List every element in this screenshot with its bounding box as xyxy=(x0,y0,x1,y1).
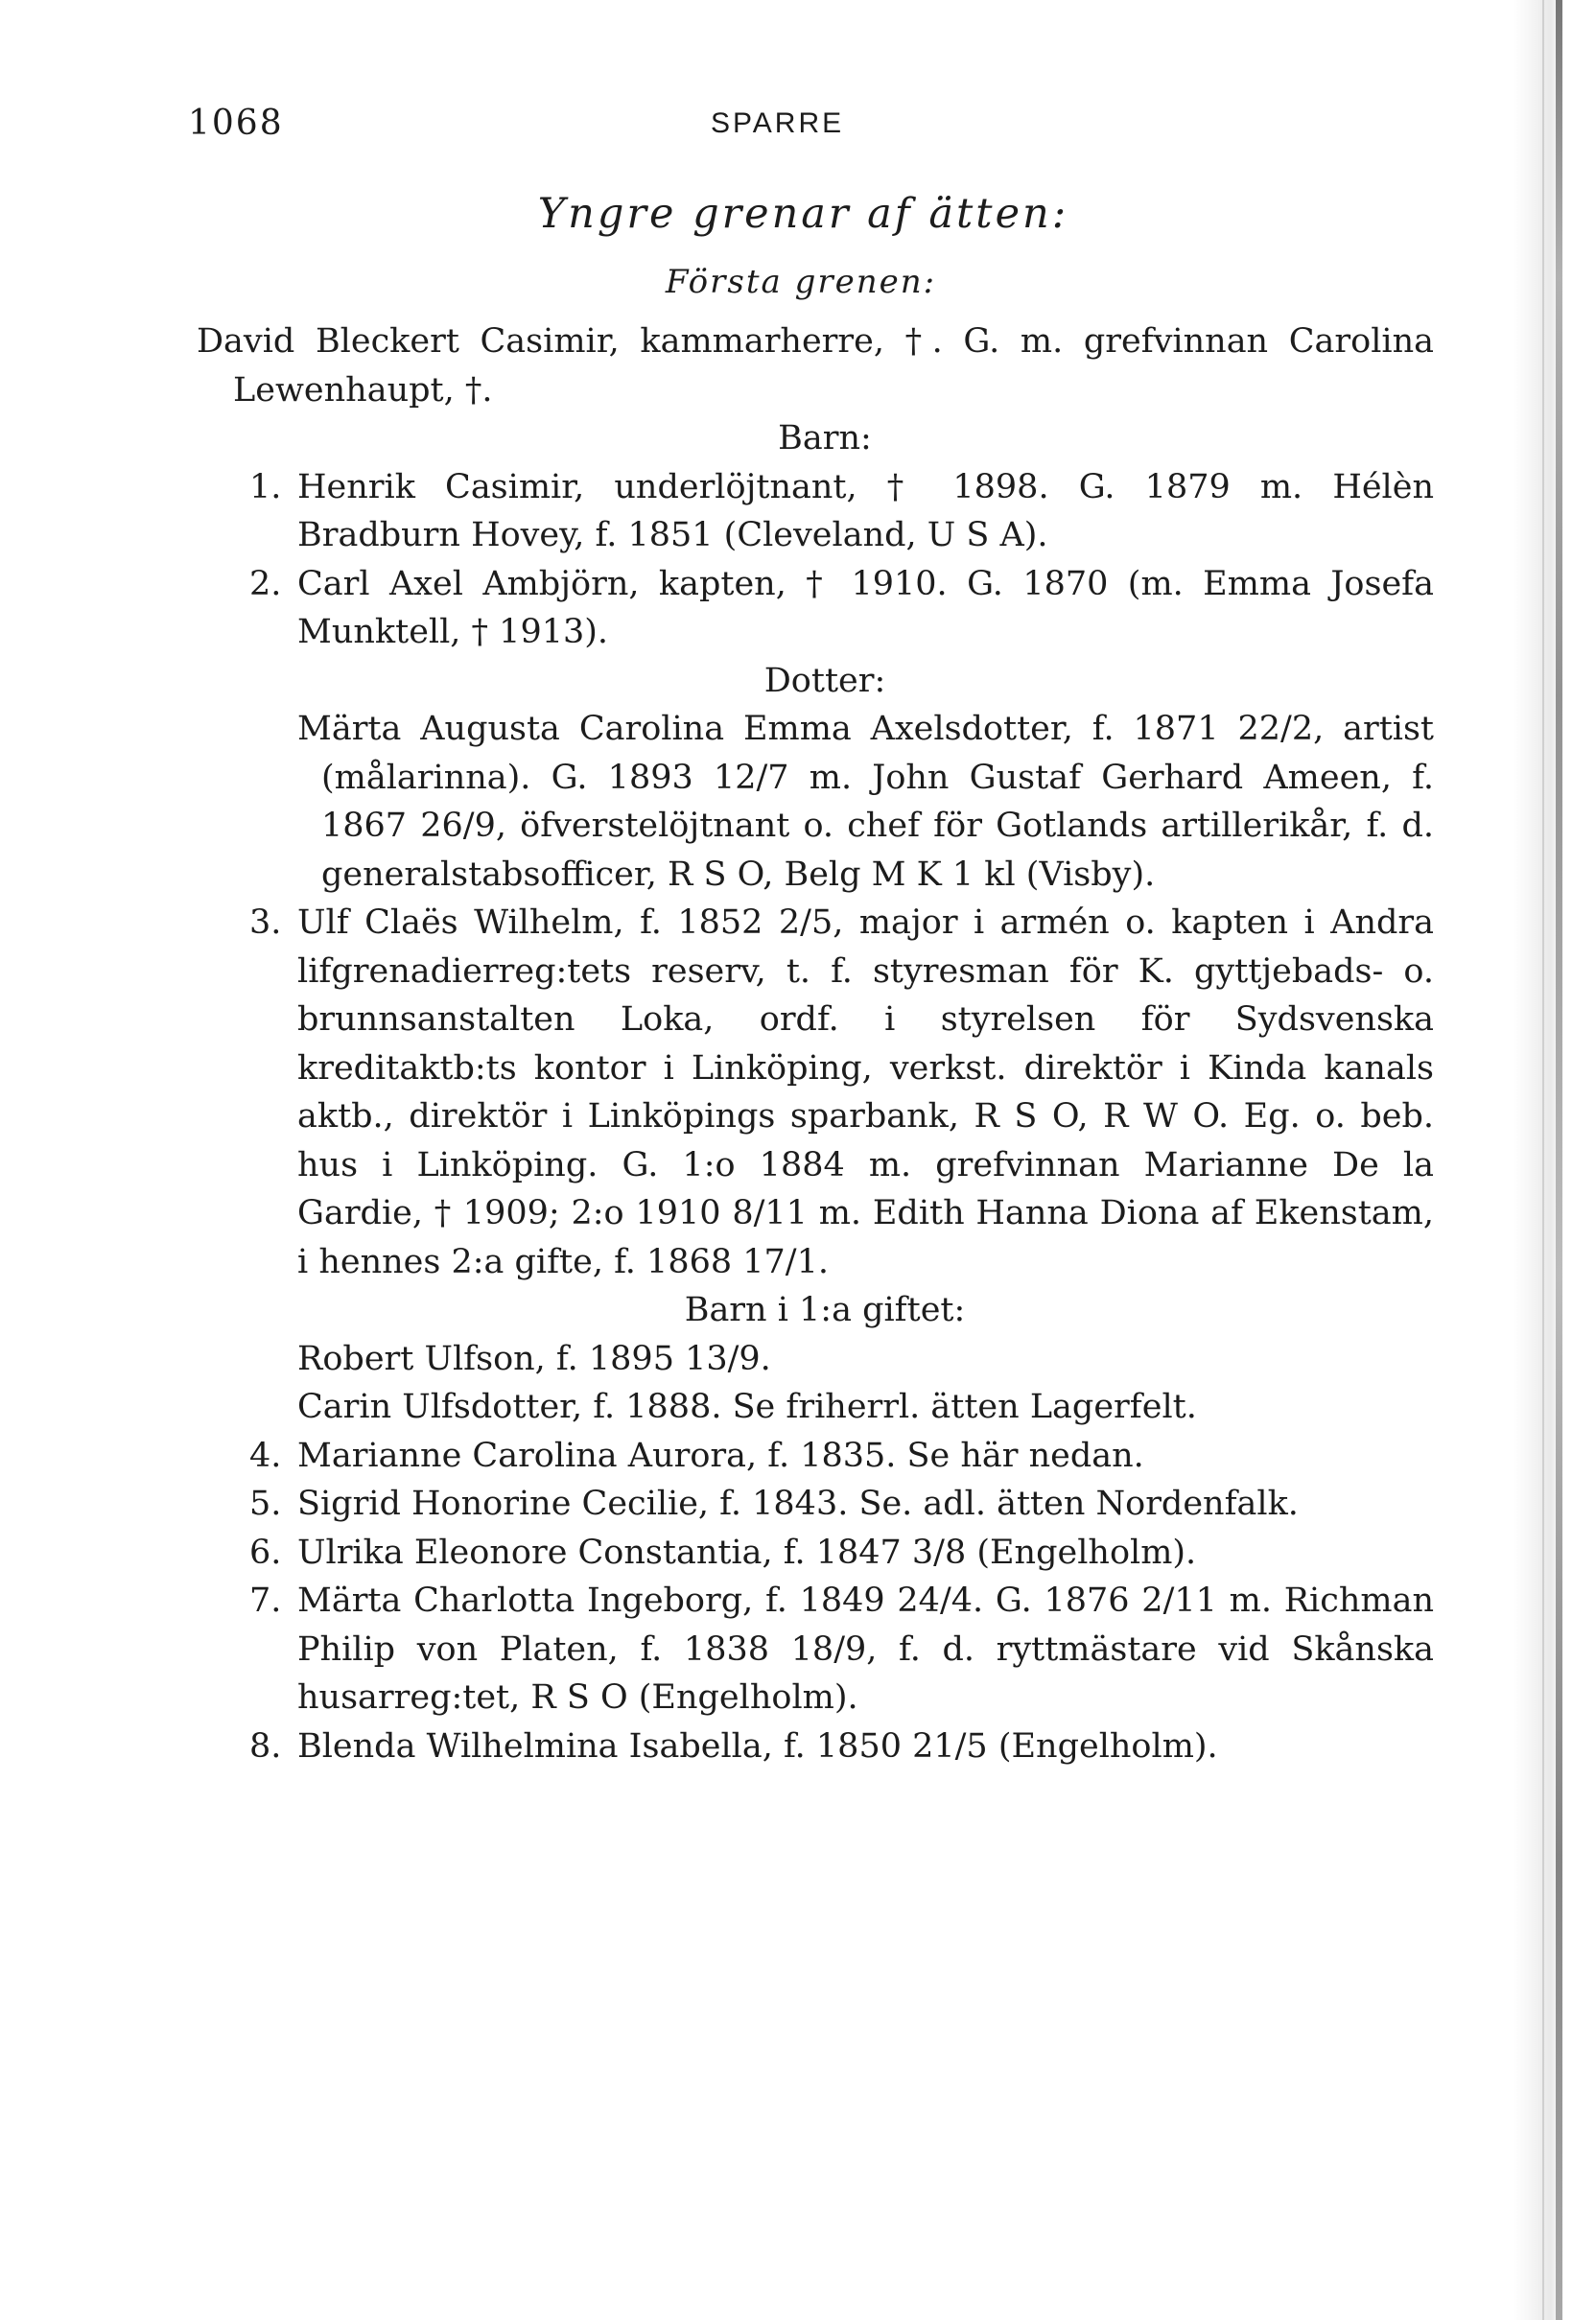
item-text: Marianne Carolina Aurora, f. 1835. Se här nedan. xyxy=(297,1436,1144,1475)
list-item xyxy=(197,1722,1434,1771)
founder-entry: David Bleckert Casimir, kammarherre, †. G. m. grefvinnan Carolina Lewenhaupt, †. xyxy=(197,322,1434,410)
item-text: Carl Axel Ambjörn, kapten, † 1910. G. 1870 (m. Emma Josefa Munktell, † 1913). xyxy=(297,564,1434,651)
child-entry: Robert Ulfson, f. 1895 13/9. xyxy=(297,1339,771,1378)
page-body xyxy=(197,190,1434,1770)
item-text: Märta Charlotta Ingeborg, f. 1849 24/4. G. 1876 2/11 m. Richman Philip von Platen, f. 1838 18/9, f. d. ryttmästare vid Skånska husarreg:tet, R S O (Engelholm). xyxy=(297,1582,1434,1717)
page-number: 1068 xyxy=(188,104,284,143)
running-head: SPARRE xyxy=(711,107,845,139)
daughter-entry: Märta Augusta Carolina Emma Axelsdotter, f. 1871 22/2, artist (målarinna). G. 1893 12/7 m. John Gustaf Gerhard Ameen, f. 1867 26/9, öfverstelöjtnant o. chef för Gotlands artillerikår, f. d. generalstabsofficer, R S O, Belg M K 1 kl (Visby). xyxy=(297,710,1434,894)
item-text: Henrik Casimir, underlöjtnant, † 1898. G. 1879 m. Hélèn Bradburn Hovey, f. 1851 (Cleveland, U S A). xyxy=(297,467,1434,554)
list-item xyxy=(197,899,1434,1286)
child-entry: Carin Ulfsdotter, f. 1888. Se friherrl. ätten Lagerfelt. xyxy=(297,1388,1197,1426)
list-item xyxy=(197,1577,1434,1722)
item-text: Sigrid Honorine Cecilie, f. 1843. Se. adl. ätten Nordenfalk. xyxy=(297,1485,1299,1523)
list-item xyxy=(197,1432,1434,1481)
children-label: Barn: xyxy=(778,419,872,457)
item-number: 6. xyxy=(249,1533,282,1572)
branch-title: Första grenen: xyxy=(665,262,937,301)
item-number: 3. xyxy=(249,903,282,942)
binding-shadow xyxy=(1542,0,1544,2320)
item-number: 5. xyxy=(249,1485,282,1523)
section-title: Yngre grenar af ätten: xyxy=(537,190,1069,238)
item-text: Blenda Wilhelmina Isabella, f. 1850 21/5 (Engelholm). xyxy=(297,1726,1218,1766)
list-item xyxy=(197,560,1434,657)
item-text: Ulf Claës Wilhelm, f. 1852 2/5, major i armén o. kapten i Andra lifgrenadierreg:tets reserv, t. f. styresman för K. gyttjebads- o. brunnsanstalten Loka, ordf. i styrelsen för Sydsvenska kreditaktb:ts kontor i Linköping, verkst. direktör i Kinda kanals aktb., direktör i Linköpings sparbank, R S O, R W O. Eg. o. beb. hus i Linköping. G. 1:o 1884 m. grefvinnan Marianne De la Gardie, † 1909; 2:o 1910 8/11 m. Edith Hanna Diona af Ekenstam, i hennes 2:a gifte, f. 1868 17/1. xyxy=(297,903,1434,1281)
list-item xyxy=(197,463,1434,560)
item-number: 2. xyxy=(249,564,282,603)
item-number: 4. xyxy=(249,1436,282,1475)
page-header xyxy=(188,104,1435,152)
item-text: Ulrika Eleonore Constantia, f. 1847 3/8 (Engelholm). xyxy=(297,1533,1197,1572)
item-number: 8. xyxy=(249,1726,282,1766)
book-binding-edge xyxy=(1514,0,1596,2320)
list-item xyxy=(197,1529,1434,1578)
list-item xyxy=(197,1480,1434,1529)
children-first-marriage-label: Barn i 1:a giftet: xyxy=(684,1291,966,1329)
binding-spine xyxy=(1556,0,1562,2320)
item-number: 1. xyxy=(249,467,282,506)
daughter-label: Dotter: xyxy=(763,661,886,700)
item-number: 7. xyxy=(249,1582,282,1620)
